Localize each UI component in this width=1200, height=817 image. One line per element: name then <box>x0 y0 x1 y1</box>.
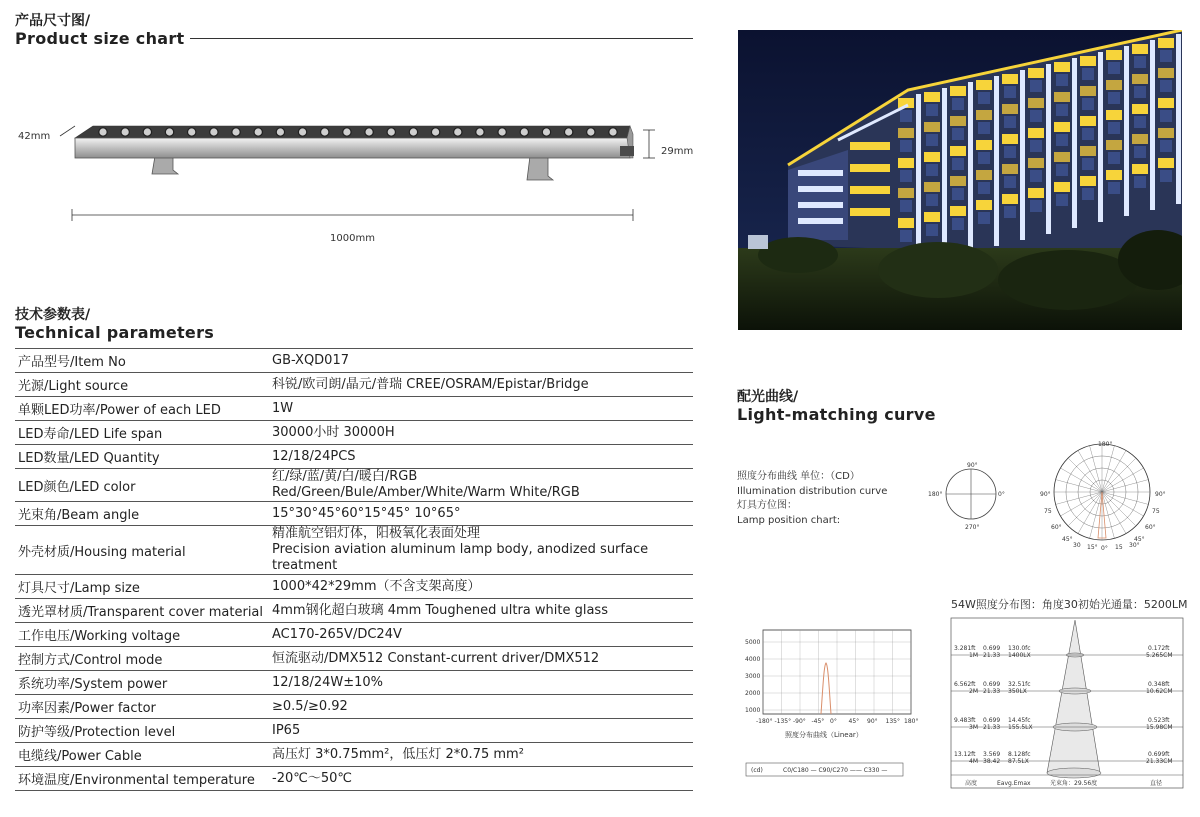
compass-left: 180° <box>928 491 943 498</box>
led <box>587 128 595 136</box>
tech-row-value <box>270 623 693 647</box>
product-size-title <box>15 12 185 48</box>
cone-dist-ft: 3.281ft <box>954 645 976 652</box>
lamp-pos-en: Lamp position chart: <box>737 514 841 526</box>
tech-row <box>15 502 693 526</box>
tech-row-label: LED颜色/LED color <box>15 469 270 502</box>
tech-row-label: 产品型号/Item No <box>15 349 270 373</box>
tech-row <box>15 623 693 647</box>
tech-row-value <box>270 767 693 791</box>
linear-x-tick: -135° <box>774 718 792 725</box>
cone-dist-m: 1M <box>969 652 978 659</box>
tech-row <box>15 719 693 743</box>
mount-bracket-left <box>152 156 178 174</box>
tech-row-value-line: 30000小时 30000H <box>272 424 395 440</box>
cone-eavg-2: 130.0fc <box>1008 645 1031 652</box>
compass-bottom: 270° <box>965 524 980 531</box>
tech-row-value <box>270 743 693 767</box>
light-curve-title-cn: 配光曲线/ <box>737 389 799 405</box>
linear-legend-text: C0/C180 — C90/C270 —— C330 — <box>783 767 888 774</box>
tech-row-value <box>270 575 693 599</box>
led <box>409 128 417 136</box>
tech-row-value-line: 红/绿/蓝/黄/白/暖白/RGB <box>272 469 418 484</box>
tech-row-value <box>270 502 693 526</box>
cone-width-ft: 0.348ft <box>1148 681 1170 688</box>
polar-left3: 60° <box>1051 524 1062 531</box>
lamp-drawing <box>55 118 705 243</box>
led <box>542 128 550 136</box>
cone-dist-ft: 9.483ft <box>954 717 976 724</box>
tech-row-label: 工作电压/Working voltage <box>15 623 270 647</box>
linear-y-tick: 4000 <box>745 656 761 663</box>
mount-bracket-right <box>527 156 553 180</box>
tech-row-value <box>270 373 693 397</box>
tech-row-value <box>270 719 693 743</box>
linear-x-tick: -45° <box>811 718 825 725</box>
polar-right4: 45° <box>1134 536 1145 543</box>
led <box>520 128 528 136</box>
tech-row-value-line: 科锐/欧司朗/晶元/普瑞 CREE/OSRAM/Epistar/Bridge <box>272 376 589 392</box>
linear-x-tick: 180° <box>904 718 918 725</box>
cone-eavg-4: 1400LX <box>1008 652 1031 659</box>
cone-eavg-1: 3.569 <box>983 751 1001 758</box>
led <box>454 128 462 136</box>
light-curve-title <box>737 388 936 424</box>
tech-row-label: LED寿命/LED Life span <box>15 421 270 445</box>
polar-bottom-label: 30 <box>1073 542 1081 549</box>
polar-right1: 90° <box>1155 491 1166 498</box>
tech-row-value <box>270 647 693 671</box>
polar-left2: 75 <box>1044 508 1052 515</box>
tech-row <box>15 575 693 599</box>
linear-x-tick: -90° <box>793 718 806 725</box>
linear-x-tick: 135° <box>885 718 900 725</box>
tech-row-label: 光源/Light source <box>15 373 270 397</box>
led <box>232 128 240 136</box>
lamp-pos-cn: 灯具方位图： <box>737 500 797 511</box>
tech-row-label: 灯具尺寸/Lamp size <box>15 575 270 599</box>
linear-illumination-chart <box>733 625 918 780</box>
tech-row <box>15 373 693 397</box>
illum-cn: 照度分布曲线 单位：（CD） <box>737 471 860 482</box>
tech-row <box>15 743 693 767</box>
tech-row <box>15 349 693 373</box>
linear-x-tick: -180° <box>756 718 773 725</box>
tech-row-label: 功率因素/Power factor <box>15 695 270 719</box>
cone-width-ft: 0.172ft <box>1148 645 1170 652</box>
led <box>99 128 107 136</box>
tech-row-value-line: 12/18/24PCS <box>272 448 356 464</box>
polar-left1: 90° <box>1040 491 1051 498</box>
tech-row <box>15 767 693 791</box>
cone-width-ft: 0.523ft <box>1148 717 1170 724</box>
cone-dist-ft: 6.562ft <box>954 681 976 688</box>
compass-top: 90° <box>967 462 978 469</box>
tech-row <box>15 445 693 469</box>
polar-top: 180° <box>1098 441 1113 448</box>
led <box>564 128 572 136</box>
tech-row <box>15 671 693 695</box>
cone-width-cm: 10.62CM <box>1146 688 1173 695</box>
tech-row-label: 电缆线/Power Cable <box>15 743 270 767</box>
tech-row-value-line: -20℃～50℃ <box>272 770 352 786</box>
tech-row-value <box>270 421 693 445</box>
tech-row <box>15 695 693 719</box>
cone-dist-ft: 13.12ft <box>954 751 976 758</box>
cone-foot-beam: 光束角：29.56度 <box>1050 780 1098 787</box>
tech-row-value-line: 1000*42*29mm（不含支架高度） <box>272 578 481 594</box>
illum-en: Illumination distribution curve <box>737 485 888 497</box>
tech-row-value-line: GB-XQD017 <box>272 352 349 368</box>
tech-row-label: 控制方式/Control mode <box>15 647 270 671</box>
illumination-description <box>737 470 887 528</box>
tech-row-value-line: 15°30°45°60°15°45° 10°65° <box>272 505 461 521</box>
led <box>165 128 173 136</box>
dim-height: 29mm <box>661 146 694 157</box>
led <box>298 128 306 136</box>
tech-row-value <box>270 526 693 575</box>
tech-row-label: LED数量/LED Quantity <box>15 445 270 469</box>
tech-row-label: 透光罩材质/Transparent cover material <box>15 599 270 623</box>
cone-dist-m: 2M <box>969 688 978 695</box>
cone-width-ft: 0.699ft <box>1148 751 1170 758</box>
tech-row-value-line: 12/18/24W±10% <box>272 674 384 690</box>
led <box>609 128 617 136</box>
light-curve-title-en: Light-matching curve <box>737 405 936 424</box>
led <box>387 128 395 136</box>
tech-row <box>15 421 693 445</box>
linear-x-tick: 90° <box>867 718 878 725</box>
tech-row-label: 防护等级/Protection level <box>15 719 270 743</box>
cone-dist-m: 4M <box>969 758 978 765</box>
tech-row-value-line: AC170-265V/DC24V <box>272 626 402 642</box>
cone-eavg-3: 21.33 <box>983 688 1001 695</box>
cone-foot-eavg: Eavg.Emax <box>997 780 1031 787</box>
tech-row-value <box>270 695 693 719</box>
cone-illumination-chart <box>950 615 1185 790</box>
polar-bottom-label: 15 <box>1115 544 1123 551</box>
product-size-title-en: Product size chart <box>15 29 185 48</box>
cone-eavg-1: 0.699 <box>983 681 1001 688</box>
polar-right2: 75 <box>1152 508 1160 515</box>
led <box>365 128 373 136</box>
cone-eavg-4: 87.5LX <box>1008 758 1029 765</box>
building-night-photo <box>738 30 1182 330</box>
tech-row-label: 环境温度/Environmental temperature <box>15 767 270 791</box>
polar-left4: 45° <box>1062 536 1073 543</box>
polar-distribution-chart <box>1035 440 1170 555</box>
linear-y-tick: 1000 <box>745 707 761 714</box>
linear-legend-cd: (cd) <box>751 767 763 774</box>
cone-width-cm: 15.98CM <box>1146 724 1173 731</box>
product-size-title-cn: 产品尺寸图/ <box>15 13 91 29</box>
led <box>276 128 284 136</box>
polar-bottom-label: 0° <box>1101 545 1108 552</box>
tech-row-label: 系统功率/System power <box>15 671 270 695</box>
linear-x-tick: 45° <box>848 718 860 725</box>
tech-row-label: 单颗LED功率/Power of each LED <box>15 397 270 421</box>
cone-eavg-2: 14.45fc <box>1008 717 1031 724</box>
cone-eavg-4: 350LX <box>1008 688 1027 695</box>
tech-row-value-line: IP65 <box>272 722 301 738</box>
polar-bottom-label: 30° <box>1129 542 1140 549</box>
led <box>143 128 151 136</box>
technical-title-en: Technical parameters <box>15 323 215 342</box>
tech-row-value-line-2: Red/Green/Bule/Amber/White/Warm White/RGB <box>272 485 580 500</box>
linear-y-tick: 3000 <box>745 673 761 680</box>
led <box>187 128 195 136</box>
technical-table <box>15 348 693 791</box>
tech-row-value <box>270 397 693 421</box>
cone-width-cm: 5.265CM <box>1146 652 1173 659</box>
linear-y-tick: 5000 <box>745 639 761 646</box>
cone-eavg-3: 21.33 <box>983 724 1001 731</box>
cone-eavg-3: 21.33 <box>983 652 1001 659</box>
led <box>321 128 329 136</box>
cone-foot-height: 高度 <box>965 780 978 787</box>
tech-row-value-line-2: Precision aviation aluminum lamp body, anodized surface treatment <box>272 542 649 573</box>
lamp-position-compass <box>925 458 1010 534</box>
compass-right: 0° <box>998 491 1005 498</box>
tech-row-value-line: ≥0.5/≥0.92 <box>272 698 348 714</box>
tech-row-value <box>270 349 693 373</box>
dim-length: 1000mm <box>330 233 375 244</box>
led <box>476 128 484 136</box>
led <box>121 128 129 136</box>
cone-eavg-1: 0.699 <box>983 717 1001 724</box>
cone-eavg-4: 155.5LX <box>1008 724 1033 731</box>
led <box>210 128 218 136</box>
cone-eavg-2: 32.51fc <box>1008 681 1031 688</box>
polar-bottom-labels <box>1073 542 1140 552</box>
polar-right3: 60° <box>1145 524 1156 531</box>
dim-depth: 42mm <box>18 131 51 142</box>
tech-row <box>15 526 693 575</box>
polar-bottom-label: 15° <box>1087 544 1098 551</box>
tech-row-value <box>270 671 693 695</box>
tech-row-value <box>270 469 693 502</box>
tech-row <box>15 647 693 671</box>
cone-eavg-3: 38.42 <box>983 758 1001 765</box>
linear-x-tick: 0° <box>830 718 837 725</box>
tech-row-value-line: 4mm钢化超白玻璃 4mm Toughened ultra white glass <box>272 602 608 618</box>
led <box>254 128 262 136</box>
cone-dist-m: 3M <box>969 724 978 731</box>
led <box>343 128 351 136</box>
tech-row-value-line: 恒流驱动/DMX512 Constant-current driver/DMX512 <box>272 650 600 666</box>
product-size-rule <box>190 38 693 39</box>
linear-y-tick: 2000 <box>745 690 761 697</box>
cone-eavg-1: 0.699 <box>983 645 1001 652</box>
cone-title: 54W照度分布图：角度30初始光通量：5200LM <box>951 598 1188 611</box>
tech-row-label: 光束角/Beam angle <box>15 502 270 526</box>
linear-caption: 照度分布曲线（Linear） <box>785 731 863 739</box>
cone-eavg-2: 8.128fc <box>1008 751 1031 758</box>
tech-row-value <box>270 445 693 469</box>
technical-title <box>15 306 214 342</box>
cone-foot-diameter: 直径 <box>1150 780 1163 787</box>
tech-row <box>15 469 693 502</box>
tech-row <box>15 599 693 623</box>
technical-title-cn: 技术参数表/ <box>15 307 91 323</box>
led <box>431 128 439 136</box>
tech-row-value-line: 1W <box>272 400 294 416</box>
tech-row-value <box>270 599 693 623</box>
cone-width-cm: 21.33CM <box>1146 758 1173 765</box>
tech-row-value-line: 精准航空铝灯体，阳极氧化表面处理 <box>272 526 481 541</box>
tech-row <box>15 397 693 421</box>
led <box>498 128 506 136</box>
tech-row-label: 外壳材质/Housing material <box>15 526 270 575</box>
tech-row-value-line: 高压灯 3*0.75mm²，低压灯 2*0.75 mm² <box>272 746 524 762</box>
